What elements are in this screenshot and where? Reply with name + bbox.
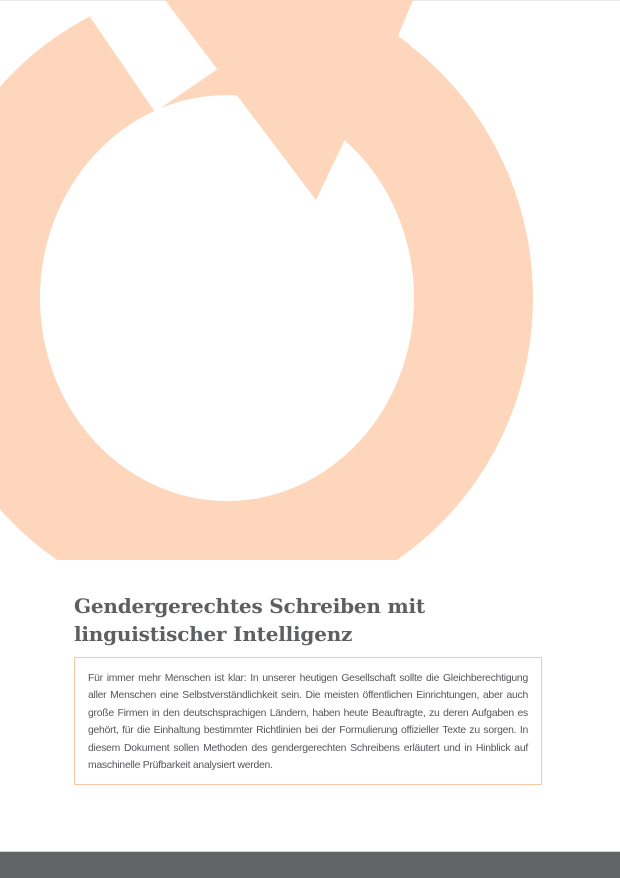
title-line-1: Gendergerechtes Schreiben mit: [74, 594, 425, 618]
abstract-box: [74, 657, 542, 785]
title-line-2: linguistischer Intelligenz: [74, 622, 353, 646]
footer-bar: [0, 851, 620, 878]
document-title: [74, 592, 554, 648]
abstract-text: Für immer mehr Menschen ist klar: In unserer heutigen Gesellschaft sollte die Gleichberechtigung aller Menschen eine Selbstverständlichkeit sein. Die meisten öffentlichen Einrichtungen, aber auch große Firmen in den deutschsprachigen Ländern, haben heute Beauftragte, zu deren Aufgaben es gehört, für die Einhaltung bestimmter Richtlinien bei der Formulierung offizieller Texte zu sorgen. In diesem Dokument sollen Methoden des gendergerechten Schreibens erläutert und in Hinblick auf maschinelle Prüfbarkeit analysiert werden.: [88, 673, 528, 772]
